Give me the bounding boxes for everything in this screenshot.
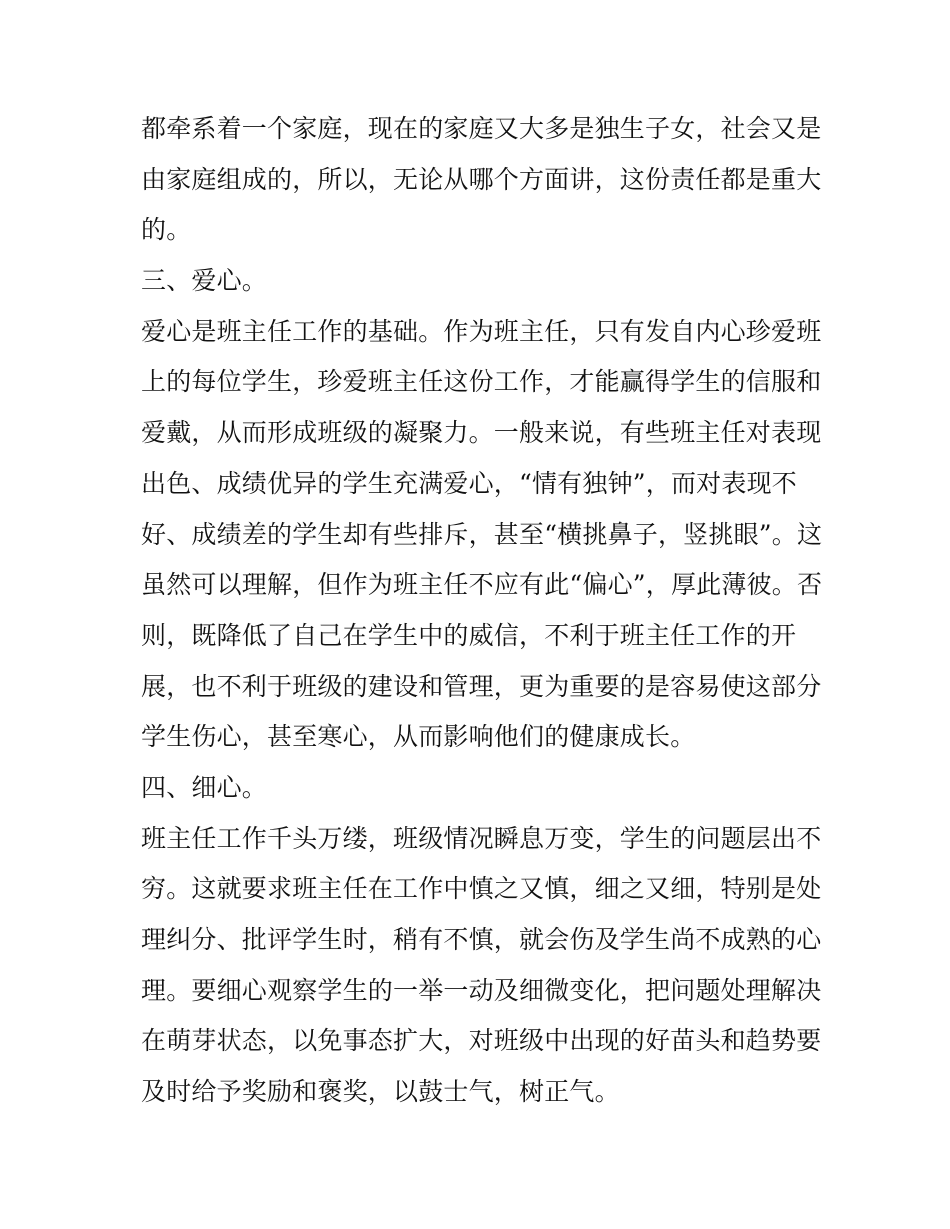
text-line: 由家庭组成的，所以，无论从哪个方面讲，这份责任都是重大 (141, 164, 822, 194)
text-line: 展，也不利于班级的建设和管理，更为重要的是容易使这部分 (141, 671, 822, 701)
text-line: 都牵系着一个家庭，现在的家庭又大多是独生子女，社会又是 (141, 114, 822, 143)
text-line: 虽然可以理解，但作为班主任不应有此“偏心”，厚此薄彼。否 (141, 570, 823, 600)
text-line: 好、成绩差的学生却有些排斥，甚至“横挑鼻子，竖挑眼”。这 (141, 519, 823, 549)
text-line: 的。 (141, 215, 192, 245)
text-line: 则，既降低了自己在学生中的威信，不利于班主任工作的开 (141, 620, 797, 650)
text-line: 班主任工作千头万缕，班级情况瞬息万变，学生的问题层出不 (141, 823, 822, 853)
text-line: 出色、成绩优异的学生充满爱心，“情有独钟”，而对表现不 (141, 468, 797, 498)
text-line: 及时给予奖励和褒奖，以鼓士气，树正气。 (141, 1077, 620, 1107)
text-line: 爱心是班主任工作的基础。作为班主任，只有发自内心珍爱班 (141, 316, 822, 346)
text-line: 爱戴，从而形成班级的凝聚力。一般来说，有些班主任对表现 (141, 418, 822, 448)
document-body (141, 104, 821, 1118)
text-line: 学生伤心，甚至寒心，从而影响他们的健康成长。 (141, 722, 696, 752)
section-heading-love: 三、爱心。 (141, 266, 268, 296)
text-line: 理纠分、批评学生时，稍有不慎，就会伤及学生尚不成熟的心 (141, 925, 822, 954)
text-line: 在萌芽状态，以免事态扩大，对班级中出现的好苗头和趋势要 (141, 1026, 822, 1056)
text-line: 理。要细心观察学生的一举一动及细微变化，把问题处理解决 (141, 975, 822, 1005)
text-line: 上的每位学生，珍爱班主任这份工作，才能赢得学生的信服和 (141, 367, 822, 397)
section-heading-carefulness: 四、细心。 (141, 772, 268, 802)
text-line: 穷。这就要求班主任在工作中慎之又慎，细之又细，特别是处 (141, 874, 822, 904)
